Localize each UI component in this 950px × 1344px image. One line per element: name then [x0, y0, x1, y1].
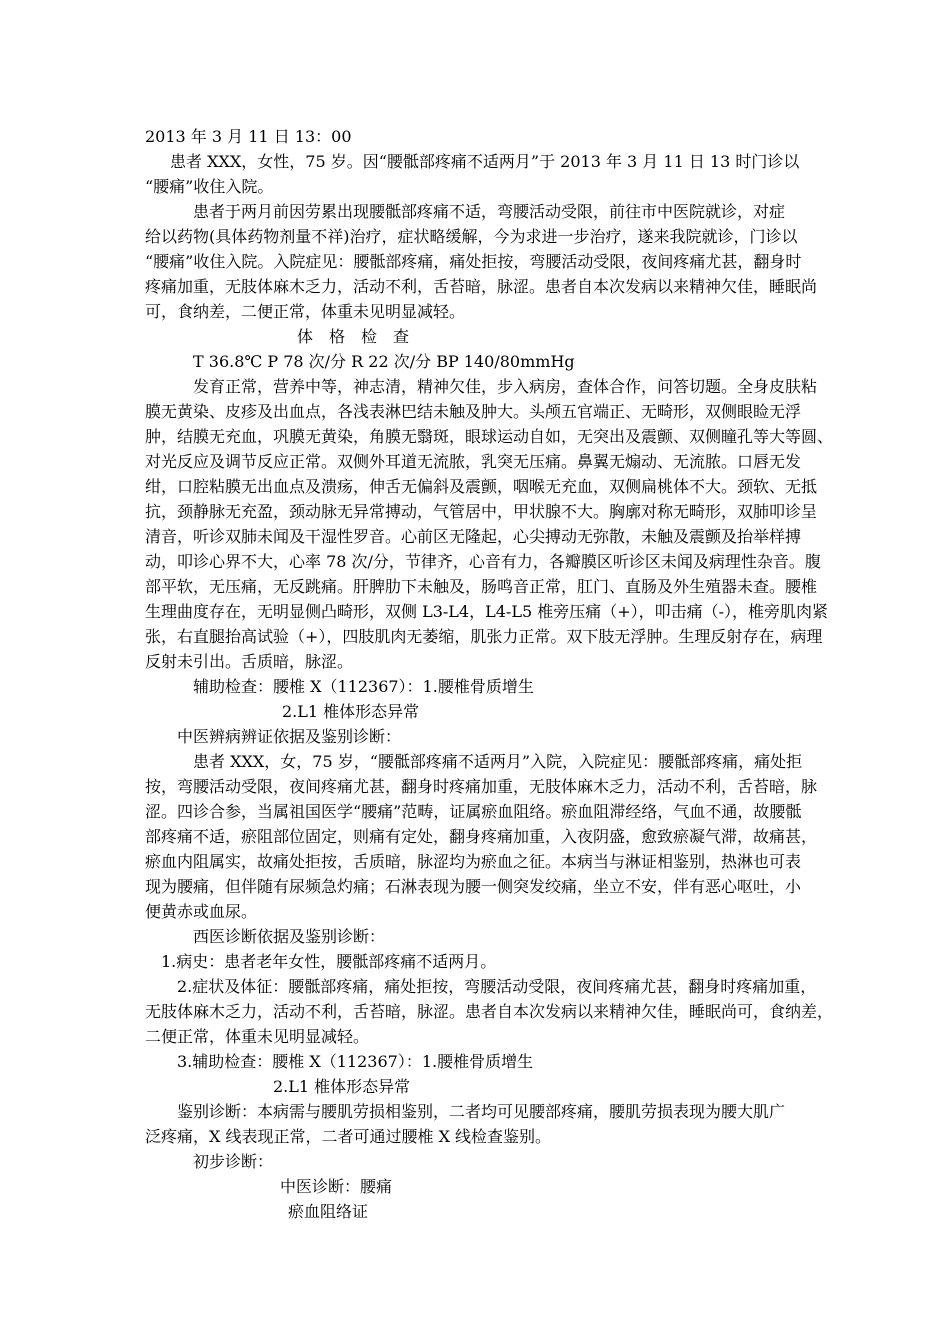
- section-heading-wm-basis: 西医诊断依据及鉴别诊断：: [193, 927, 386, 946]
- auxiliary-exam: 辅助检查：腰椎 X（112367）：1.腰椎骨质增生: [193, 677, 534, 696]
- header-datetime: 2013 年 3 月 11 日 13：00: [145, 127, 352, 146]
- present-illness-line: 可，食纳差，二便正常，体重未见明显减轻。: [145, 302, 466, 321]
- wm-basis-history: 1.病史：患者老年女性，腰骶部疼痛不适两月。: [161, 952, 497, 971]
- wm-basis-symptoms: 无肢体麻木乏力，活动不利，舌苔暗，脉涩。患者自本次发病以来精神欠佳，睡眠尚可，食纳差，: [145, 1002, 834, 1021]
- tcm-basis-line: 患者 XXX，女，75 岁，“腰骶部疼痛不适两月”入院，入院症见：腰骶部疼痛，痛处拒: [193, 752, 803, 771]
- physical-exam-line: 清音，听诊双肺未闻及干湿性罗音。心前区无隆起，心尖搏动无弥散，未触及震颤及抬举样搏: [145, 527, 802, 546]
- tcm-basis-line: 按，弯腰活动受限，夜间疼痛尤甚，翻身时疼痛加重，无肢体麻木乏力，活动不利，舌苔暗，脉: [145, 777, 818, 796]
- wm-basis-auxiliary-item: 2.L1 椎体形态异常: [273, 1077, 411, 1096]
- physical-exam-line: 肿，结膜无充血，巩膜无黄染，角膜无翳斑，眼球运动自如，无突出及震颤、双侧瞳孔等大等圆、: [145, 427, 834, 446]
- section-heading-tcm-basis: 中医辨病辨证依据及鉴别诊断：: [177, 727, 402, 746]
- present-illness-line: 给以药物(具体药物剂量不祥)治疗，症状略缓解，今为求进一步治疗，遂来我院就诊，门诊以: [145, 227, 798, 246]
- differential-diagnosis: 泛疼痛，X 线表现正常，二者可通过腰椎 X 线检查鉴别。: [145, 1127, 552, 1146]
- wm-basis-auxiliary: 3.辅助检查：腰椎 X（112367）：1.腰椎骨质增生: [177, 1052, 534, 1071]
- tcm-basis-line: 涩。四诊合参，当属祖国医学“腰痛”范畴，证属瘀血阻络。瘀血阻滞经络，气血不通，故腰骶: [145, 802, 802, 821]
- physical-exam-line: 张，右直腿抬高试验（+），四肢肌肉无萎缩，肌张力正常。双下肢无浮肿。生理反射存在，病理: [145, 627, 823, 646]
- physical-exam-line: 动，叩诊心界不大，心率 78 次/分，节律齐，心音有力，各瓣膜区听诊区未闻及病理性杂音。腹: [145, 552, 821, 571]
- physical-exam-line: 抗，颈静脉无充盈，颈动脉无异常搏动，气管居中，甲状腺不大。胸廓对称无畸形，双肺叩诊呈: [145, 502, 818, 521]
- tcm-basis-line: 瘀血内阻属实，故痛处拒按，舌质暗，脉涩均为瘀血之征。本病当与淋证相鉴别，热淋也可表: [145, 852, 802, 871]
- physical-exam-line: 生理曲度存在，无明显侧凸畸形，双侧 L3-L4，L4-L5 椎旁压痛（+），叩击痛（-），椎旁肌肉紧: [145, 602, 829, 621]
- physical-exam-line: 发育正常，营养中等，神志清，精神欠佳，步入病房，查体合作，问答切题。全身皮肤粘: [193, 377, 818, 396]
- present-illness-line: 患者于两月前因劳累出现腰骶部疼痛不适，弯腰活动受限，前往市中医院就诊，对症: [193, 202, 786, 221]
- wm-basis-symptoms: 二便正常，体重未见明显减轻。: [145, 1027, 370, 1046]
- physical-exam-line: 反射未引出。舌质暗，脉涩。: [145, 652, 354, 671]
- differential-diagnosis: 鉴别诊断：本病需与腰肌劳损相鉴别，二者均可见腰部疼痛，腰肌劳损表现为腰大肌广: [177, 1102, 786, 1121]
- physical-exam-line: 膜无黄染、皮疹及出血点，各浅表淋巴结未触及肿大。头颅五官端正、无畸形，双侧眼睑无浮: [145, 402, 802, 421]
- auxiliary-exam-item: 2.L1 椎体形态异常: [282, 702, 420, 721]
- vital-signs: T 36.8℃ P 78 次/分 R 22 次/分 BP 140/80mmHg: [193, 352, 575, 371]
- physical-exam-line: 部平软，无压痛，无反跳痛。肝脾肋下未触及，肠鸣音正常，肛门、直肠及外生殖器未查。腰椎: [145, 577, 818, 596]
- present-illness-line: “腰痛”收住入院。入院症见：腰骶部疼痛，痛处拒按，弯腰活动受限，夜间疼痛尤甚，翻身时: [145, 252, 802, 271]
- wm-basis-symptoms: 2.症状及体征：腰骶部疼痛，痛处拒按，弯腰活动受限，夜间疼痛尤甚，翻身时疼痛加重，: [177, 977, 817, 996]
- tcm-basis-line: 现为腰痛，但伴随有尿频急灼痛；石淋表现为腰一侧突发绞痛，坐立不安，伴有恶心呕吐，小: [145, 877, 802, 896]
- chief-complaint-line: “腰痛”收住入院。: [145, 177, 274, 196]
- chief-complaint-line: 患者 XXX，女性，75 岁。因“腰骶部疼痛不适两月”于 2013 年 3 月 11 日 13 时门诊以: [170, 152, 800, 171]
- physical-exam-line: 对光反应及调节反应正常。双侧外耳道无流脓，乳突无压痛。鼻翼无煽动、无流脓。口唇无发: [145, 452, 802, 471]
- tcm-syndrome: 瘀血阻络证: [288, 1202, 369, 1221]
- tcm-basis-line: 便黄赤或血尿。: [145, 902, 258, 921]
- tcm-basis-line: 部疼痛不适，瘀阻部位固定，则痛有定处，翻身疼痛加重，入夜阴盛，愈致瘀凝气滞，故痛甚，: [145, 827, 818, 846]
- present-illness-line: 疼痛加重，无肢体麻木乏力，活动不利，舌苔暗，脉涩。患者自本次发病以来精神欠佳，睡眠尚: [145, 277, 818, 296]
- section-heading-physical-exam: 体 格 检 查: [297, 327, 410, 346]
- tcm-diagnosis: 中医诊断：腰痛: [280, 1177, 393, 1196]
- physical-exam-line: 绀，口腔粘膜无出血点及溃疡，伸舌无偏斜及震颤，咽喉无充血，双侧扁桃体不大。颈软、无抵: [145, 477, 818, 496]
- section-heading-initial-diagnosis: 初步诊断：: [193, 1152, 274, 1171]
